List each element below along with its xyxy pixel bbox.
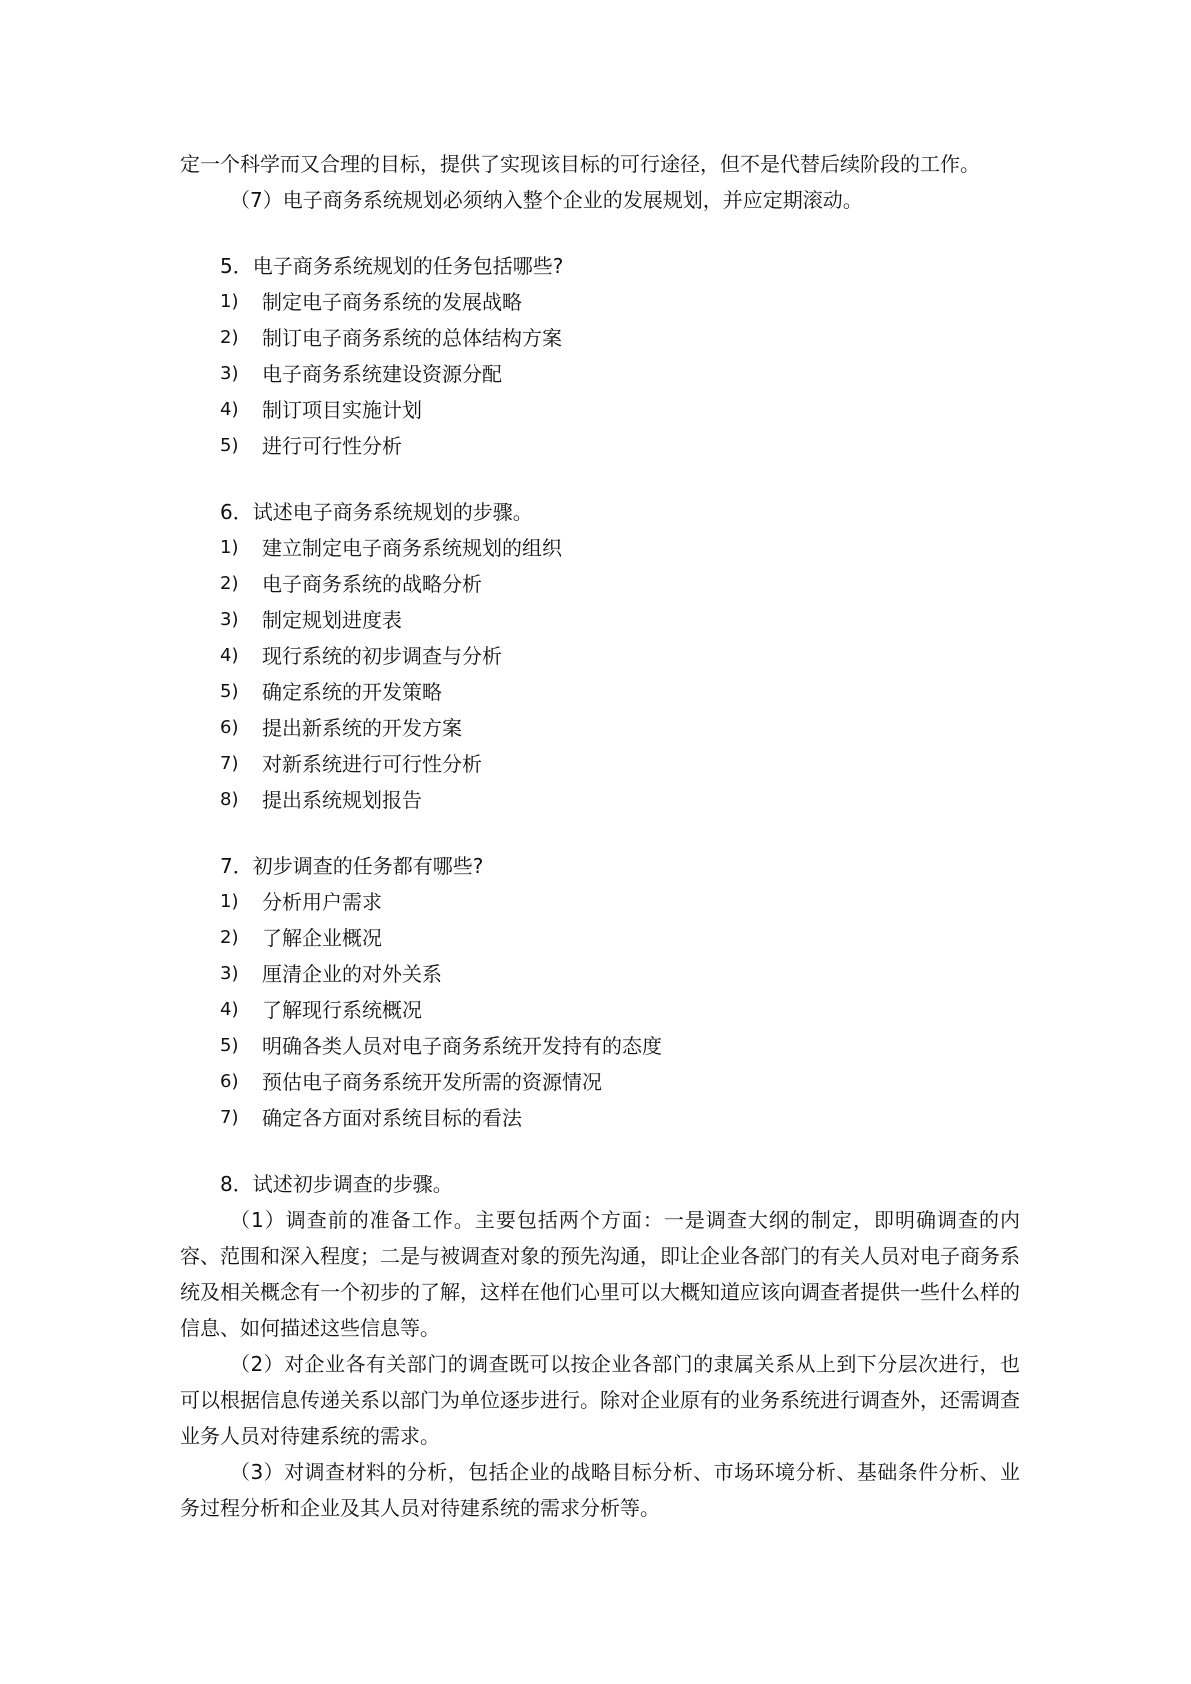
question-6-section	[180, 494, 1020, 818]
question-8-section	[180, 1166, 1020, 1526]
paragraph: （3）对调查材料的分析，包括企业的战略目标分析、市场环境分析、基础条件分析、业务过程分析和企业及其人员对待建系统的需求分析等。	[180, 1460, 1020, 1520]
section-gap	[180, 218, 1020, 248]
list-item	[180, 320, 1020, 356]
list-item	[180, 956, 1020, 992]
question-5-title: 5．电子商务系统规划的任务包括哪些?	[220, 254, 564, 278]
list-item-number: 2)	[220, 573, 239, 594]
list-item-text: 现行系统的初步调查与分析	[262, 644, 502, 668]
list-item-text: 了解企业概况	[262, 926, 382, 950]
list-item-text: 预估电子商务系统开发所需的资源情况	[262, 1070, 602, 1094]
list-item	[180, 284, 1020, 320]
list-item-number: 3)	[220, 609, 239, 630]
list-item-number: 5)	[220, 435, 239, 456]
list-item	[180, 920, 1020, 956]
list-item-text: 电子商务系统建设资源分配	[262, 362, 502, 386]
list-item-text: 对新系统进行可行性分析	[262, 752, 482, 776]
list-item-text: 制订电子商务系统的总体结构方案	[262, 326, 562, 350]
list-item-text: 确定各方面对系统目标的看法	[262, 1106, 522, 1130]
list-item-number: 7)	[220, 753, 239, 774]
list-item-number: 7)	[220, 1107, 239, 1128]
question-7-title: 7．初步调查的任务都有哪些?	[220, 854, 484, 878]
list-item	[180, 710, 1020, 746]
list-item-number: 1)	[220, 291, 239, 312]
section-gap	[180, 818, 1020, 848]
question-5-section	[180, 248, 1020, 464]
list-item	[180, 1064, 1020, 1100]
section-gap	[180, 1136, 1020, 1166]
document-page	[180, 146, 1020, 1526]
list-item-number: 4)	[220, 999, 239, 1020]
list-item	[180, 638, 1020, 674]
list-item-text: 了解现行系统概况	[262, 998, 422, 1022]
list-item	[180, 530, 1020, 566]
list-item	[180, 566, 1020, 602]
list-item-number: 6)	[220, 1071, 239, 1092]
list-item	[180, 428, 1020, 464]
list-item	[180, 746, 1020, 782]
list-item-number: 3)	[220, 963, 239, 984]
list-item	[180, 356, 1020, 392]
list-item-text: 制订项目实施计划	[262, 398, 422, 422]
list-item-text: 明确各类人员对电子商务系统开发持有的态度	[262, 1034, 662, 1058]
list-item	[180, 992, 1020, 1028]
list-item	[180, 392, 1020, 428]
list-item-number: 2)	[220, 327, 239, 348]
list-item-text: 制定电子商务系统的发展战略	[262, 290, 522, 314]
question-7-section	[180, 848, 1020, 1136]
question-6-title: 6．试述电子商务系统规划的步骤。	[220, 500, 533, 524]
list-item-number: 3)	[220, 363, 239, 384]
list-item	[180, 602, 1020, 638]
intro-line-2: （7）电子商务系统规划必须纳入整个企业的发展规划，并应定期滚动。	[230, 188, 863, 212]
list-item	[180, 782, 1020, 818]
list-item	[180, 674, 1020, 710]
list-item-number: 5)	[220, 1035, 239, 1056]
list-item	[180, 1100, 1020, 1136]
list-item-number: 2)	[220, 927, 239, 948]
list-item-text: 厘清企业的对外关系	[262, 962, 442, 986]
list-item	[180, 1028, 1020, 1064]
list-item-number: 8)	[220, 789, 239, 810]
list-item-text: 制定规划进度表	[262, 608, 402, 632]
list-item-text: 建立制定电子商务系统规划的组织	[262, 536, 562, 560]
paragraph: （1）调查前的准备工作。主要包括两个方面：一是调查大纲的制定，即明确调查的内容、范围和深入程度；二是与被调查对象的预先沟通，即让企业各部门的有关人员对电子商务系统及相关概念有一个初步的了解，这样在他们心里可以大概知道应该向调查者提供一些什么样的信息、如何描述这些信息等。	[180, 1208, 1020, 1340]
list-item-text: 进行可行性分析	[262, 434, 402, 458]
intro-line-1: 定一个科学而又合理的目标，提供了实现该目标的可行途径，但不是代替后续阶段的工作。	[180, 152, 980, 176]
list-item	[180, 884, 1020, 920]
paragraph: （2）对企业各有关部门的调查既可以按企业各部门的隶属关系从上到下分层次进行，也可以根据信息传递关系以部门为单位逐步进行。除对企业原有的业务系统进行调查外，还需调查业务人员对待建系统的需求。	[180, 1352, 1020, 1448]
list-item-number: 6)	[220, 717, 239, 738]
list-item-text: 提出新系统的开发方案	[262, 716, 462, 740]
list-item-text: 电子商务系统的战略分析	[262, 572, 482, 596]
list-item-number: 1)	[220, 891, 239, 912]
list-item-number: 1)	[220, 537, 239, 558]
list-item-number: 4)	[220, 645, 239, 666]
list-item-number: 5)	[220, 681, 239, 702]
list-item-text: 分析用户需求	[262, 890, 382, 914]
section-gap	[180, 464, 1020, 494]
list-item-text: 提出系统规划报告	[262, 788, 422, 812]
list-item-text: 确定系统的开发策略	[262, 680, 442, 704]
list-item-number: 4)	[220, 399, 239, 420]
question-8-title: 8．试述初步调查的步骤。	[220, 1172, 453, 1196]
